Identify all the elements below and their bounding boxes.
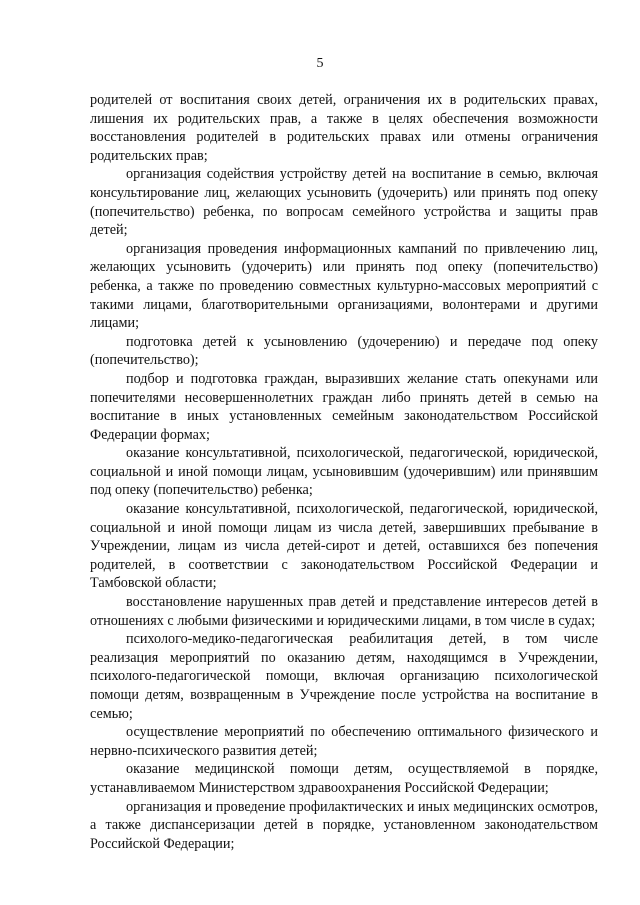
paragraph: восстановление нарушенных прав детей и представление интересов детей в отношениях с любыми физическими и юридическими лицами, в том числе в судах; [90,594,598,629]
paragraph: организация и проведение профилактических и иных медицинских осмотров, а также диспансеризации детей в порядке, установленном законодательством Российской Федерации; [90,798,598,852]
paragraph: осуществление мероприятий по обеспечению оптимального физического и нервно-психического развития детей; [90,724,598,759]
paragraph: организация содействия устройству детей на воспитание в семью, включая консультирование лиц, желающих усыновить (удочерить) или принять под опеку (попечительство) ребенка, по вопросам семейного устройства и защиты прав детей; [90,166,598,239]
document-body [90,91,598,853]
paragraph: организация проведения информационных кампаний по привлечению лиц, желающих усыновить (удочерить) или принять под опеку (попечительство) ребенка, а также по проведению совместных культурно-массовых мероприятий с такими лицами, благотворительными организациями, волонтерами и другими лицами; [90,240,598,332]
paragraph: психолого-медико-педагогическая реабилитация детей, в том числе реализация мероприятий по оказанию детям, находящимся в Учреждении, психолого-педагогической помощи, включая организацию психологической помощи детям, возвращенным в Учреждение после устройства на воспитание в семью; [90,631,598,722]
paragraph: оказание медицинской помощи детям, осуществляемой в порядке, устанавливаемом Министерством здравоохранения Российской Федерации; [90,761,598,796]
page-number: 5 [316,56,324,71]
paragraph: подбор и подготовка граждан, выразивших желание стать опекунами или попечителями несовершеннолетних граждан либо принять детей в семью на воспитание в иных установленных семейным законодательством Российской Федерации формах; [90,370,598,443]
paragraph: оказание консультативной, психологической, педагогической, юридической, социальной и иной помощи лицам, усыновившим (удочерившим) или принявшим под опеку (попечительство) ребенка; [90,445,598,499]
paragraph: родителей от воспитания своих детей, ограничения их в родительских правах, лишения их родительских прав, а также в целях обеспечения возможности восстановления родителей в родительских правах или отмены ограничения родительских прав; [90,92,598,164]
paragraph: оказание консультативной, психологической, педагогической, юридической, социальной и иной помощи лицам из числа детей, завершивших пребывание в Учреждении, лицам из числа детей-сирот и детей, оставшихся без попечения родителей, в соответствии с законодательством Российской Федерации и Тамбовской области; [90,501,598,592]
paragraph: подготовка детей к усыновлению (удочерению) и передаче под опеку (попечительство); [90,333,598,369]
